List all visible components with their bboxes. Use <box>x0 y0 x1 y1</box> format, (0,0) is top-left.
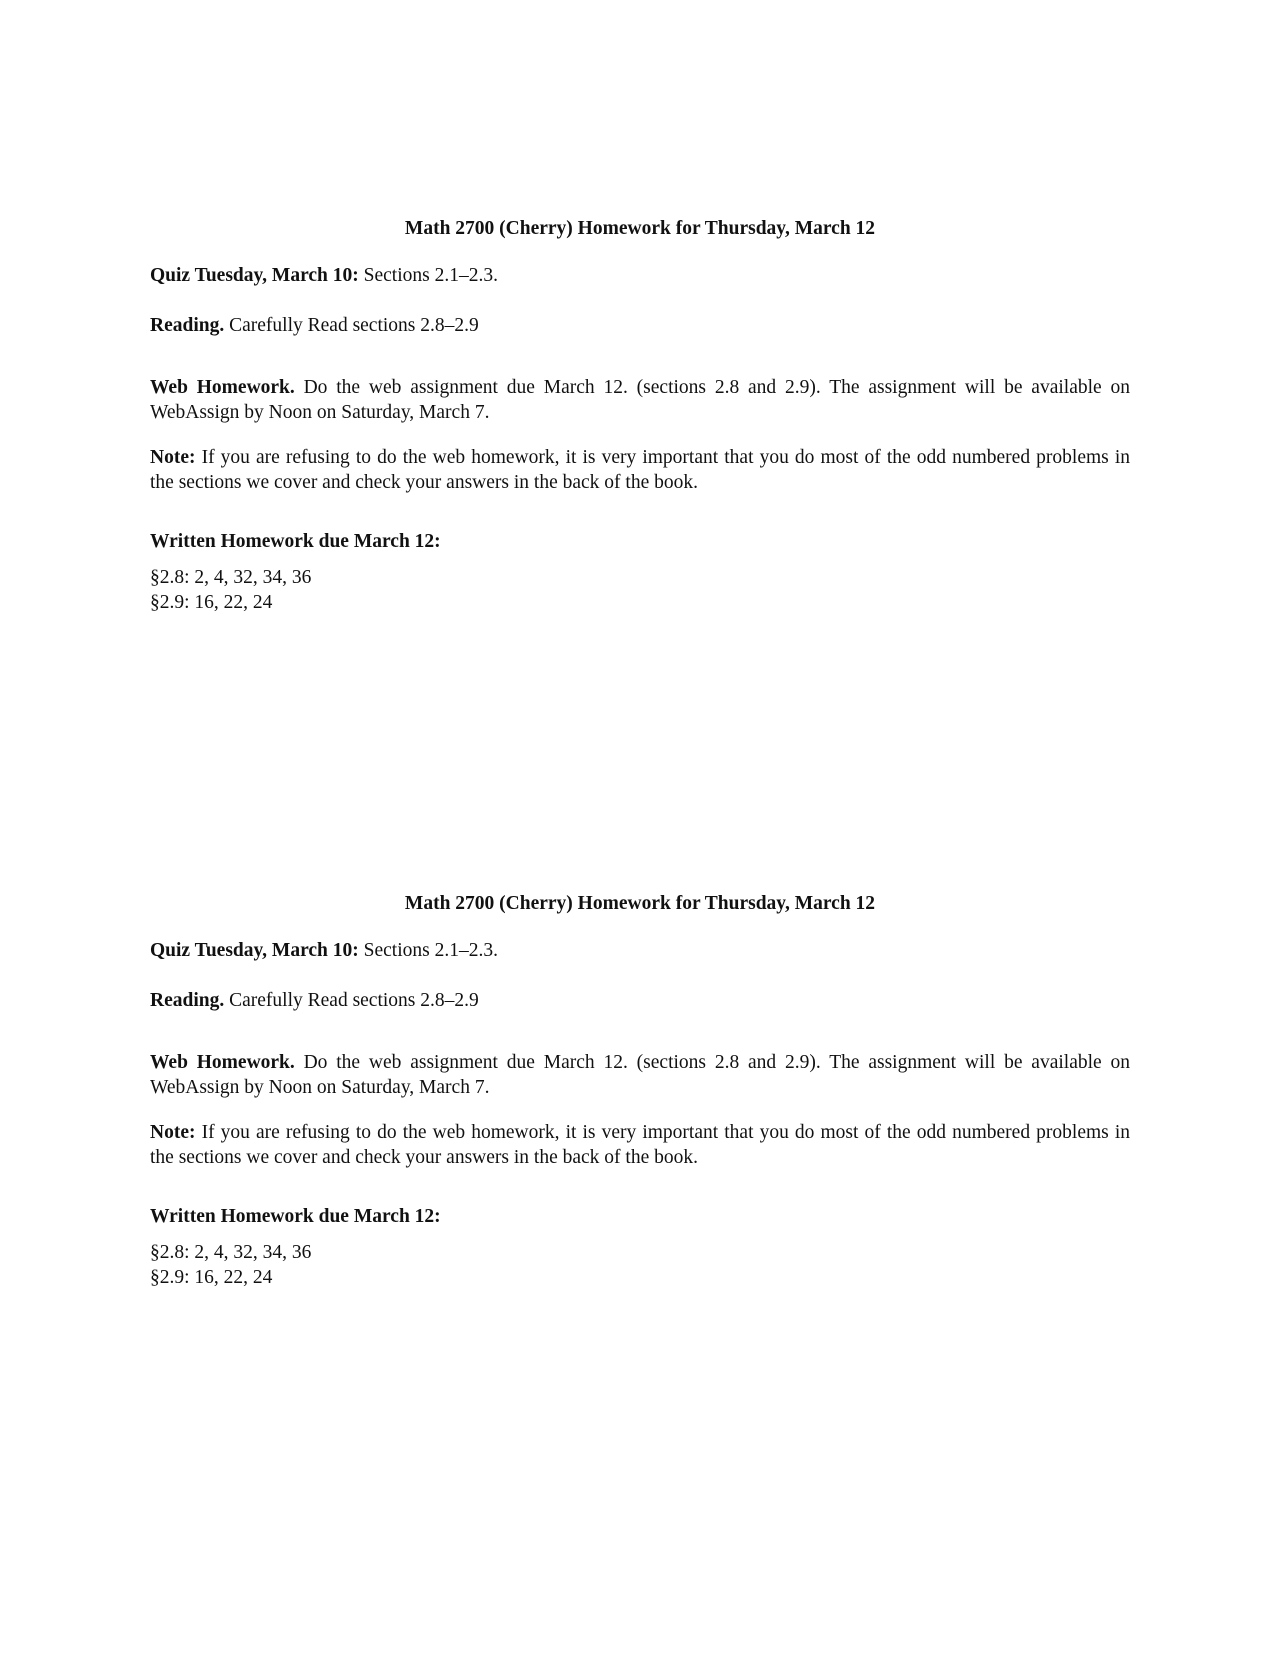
reading-text: Carefully Read sections 2.8–2.9 <box>224 315 479 336</box>
handout-title: Math 2700 (Cherry) Homework for Thursday, March 12 <box>404 218 876 239</box>
quiz-text: Sections 2.1–2.3. <box>358 265 498 286</box>
problem-line-2-8: §2.8: 2, 4, 32, 34, 36 <box>150 1242 312 1263</box>
note-paragraph <box>150 1120 1130 1170</box>
problem-line-2-9: §2.9: 16, 22, 24 <box>150 1267 273 1288</box>
written-homework-title: Written Homework due March 12: <box>150 1206 441 1227</box>
handout-1 <box>150 216 1130 615</box>
written-homework-title: Written Homework due March 12: <box>150 531 441 552</box>
quiz-paragraph <box>150 263 1130 288</box>
note-paragraph <box>150 445 1130 495</box>
quiz-paragraph <box>150 938 1130 963</box>
web-homework-label: Web Homework. <box>150 1052 295 1073</box>
problem-list <box>150 565 1130 615</box>
web-homework-label: Web Homework. <box>150 377 295 398</box>
quiz-label: Quiz Tuesday, March 10: <box>150 265 359 286</box>
quiz-label: Quiz Tuesday, March 10: <box>150 940 359 961</box>
web-homework-text: Do the web assignment due March 12. (sections 2.8 and 2.9). The assignment will be available on WebAssign by Noon on Saturday, March 7. <box>150 1052 1130 1098</box>
web-homework-paragraph <box>150 1050 1130 1100</box>
handout-2 <box>150 891 1130 1290</box>
note-label: Note: <box>150 447 196 468</box>
reading-paragraph <box>150 988 1130 1013</box>
note-text: If you are refusing to do the web homework, it is very important that you do most of the odd numbered problems in the sections we cover and check your answers in the back of the book. <box>150 1122 1130 1168</box>
reading-label: Reading. <box>150 990 225 1011</box>
reading-label: Reading. <box>150 315 225 336</box>
note-label: Note: <box>150 1122 196 1143</box>
handout-title: Math 2700 (Cherry) Homework for Thursday, March 12 <box>404 893 876 914</box>
problem-line-2-8: §2.8: 2, 4, 32, 34, 36 <box>150 567 312 588</box>
problem-line-2-9: §2.9: 16, 22, 24 <box>150 592 273 613</box>
web-homework-paragraph <box>150 375 1130 425</box>
quiz-text: Sections 2.1–2.3. <box>358 940 498 961</box>
reading-paragraph <box>150 313 1130 338</box>
web-homework-text: Do the web assignment due March 12. (sections 2.8 and 2.9). The assignment will be available on WebAssign by Noon on Saturday, March 7. <box>150 377 1130 423</box>
note-text: If you are refusing to do the web homework, it is very important that you do most of the odd numbered problems in the sections we cover and check your answers in the back of the book. <box>150 447 1130 493</box>
problem-list <box>150 1240 1130 1290</box>
reading-text: Carefully Read sections 2.8–2.9 <box>224 990 479 1011</box>
